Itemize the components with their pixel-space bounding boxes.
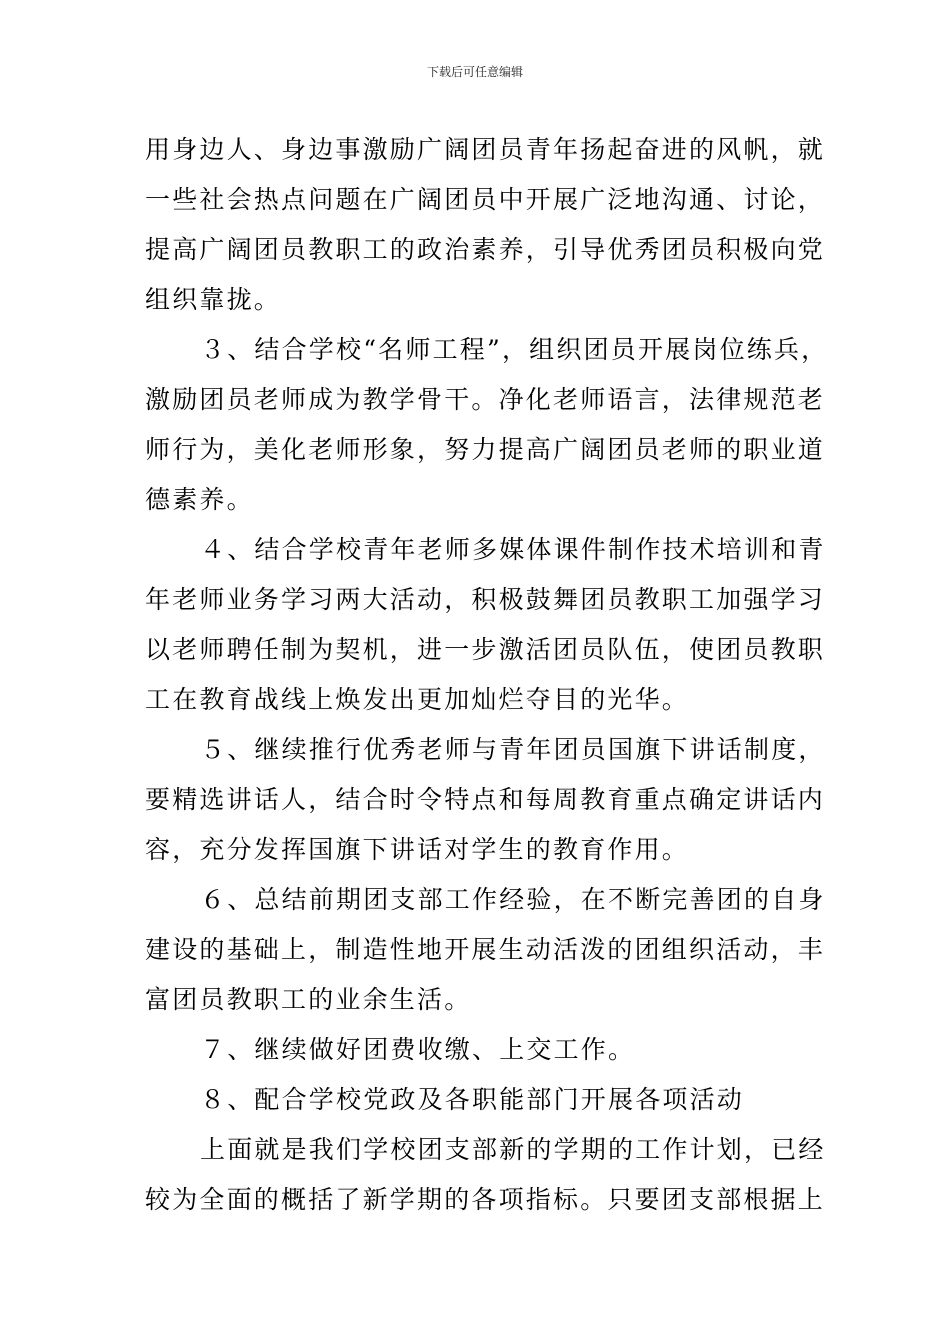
text-line: 以老师聘任制为契机，进一步激活团员队伍，使团员教职 [145, 635, 826, 664]
text-line: ５、继续推行优秀老师与青年团员国旗下讲话制度， [200, 735, 826, 764]
text-line: 年老师业务学习两大活动，积极鼓舞团员教职工加强学习 [145, 585, 826, 614]
text-line: 容，充分发挥国旗下讲话对学生的教育作用。 [145, 835, 690, 864]
text-line: 上面就是我们学校团支部新的学期的工作计划，已经 [200, 1135, 826, 1164]
text-line: 较为全面的概括了新学期的各项指标。只要团支部根据上 [145, 1185, 826, 1214]
text-line: 激励团员老师成为教学骨干。净化老师语言，法律规范老 [145, 385, 826, 414]
text-line: ６、总结前期团支部工作经验，在不断完善团的自身 [200, 885, 826, 914]
text-line: ７、继续做好团费收缴、上交工作。 [200, 1035, 636, 1064]
text-line: 师行为，美化老师形象，努力提高广阔团员老师的职业道 [145, 435, 826, 464]
page-header: 下载后可任意编辑 [426, 65, 523, 79]
text-line: 提高广阔团员教职工的政治素养，引导优秀团员积极向党 [145, 235, 826, 264]
text-line: 建设的基础上，制造性地开展生动活泼的团组织活动，丰 [145, 935, 826, 964]
text-line: 富团员教职工的业余生活。 [145, 985, 472, 1014]
text-line: ３、结合学校“名师工程”，组织团员开展岗位练兵， [200, 335, 829, 364]
text-line: ４、结合学校青年老师多媒体课件制作技术培训和青 [200, 535, 826, 564]
text-line: ８、配合学校党政及各职能部门开展各项活动 [200, 1085, 745, 1114]
text-line: 德素养。 [145, 485, 254, 514]
text-line: 工在教育战线上焕发出更加灿烂夺目的光华。 [145, 685, 690, 714]
text-line: 要精选讲话人，结合时令特点和每周教育重点确定讲话内 [145, 785, 826, 814]
text-line: 组织靠拢。 [145, 285, 282, 314]
text-line: 用身边人、身边事激励广阔团员青年扬起奋进的风帆，就 [145, 135, 826, 164]
text-line: 一些社会热点问题在广阔团员中开展广泛地沟通、讨论， [145, 185, 826, 214]
